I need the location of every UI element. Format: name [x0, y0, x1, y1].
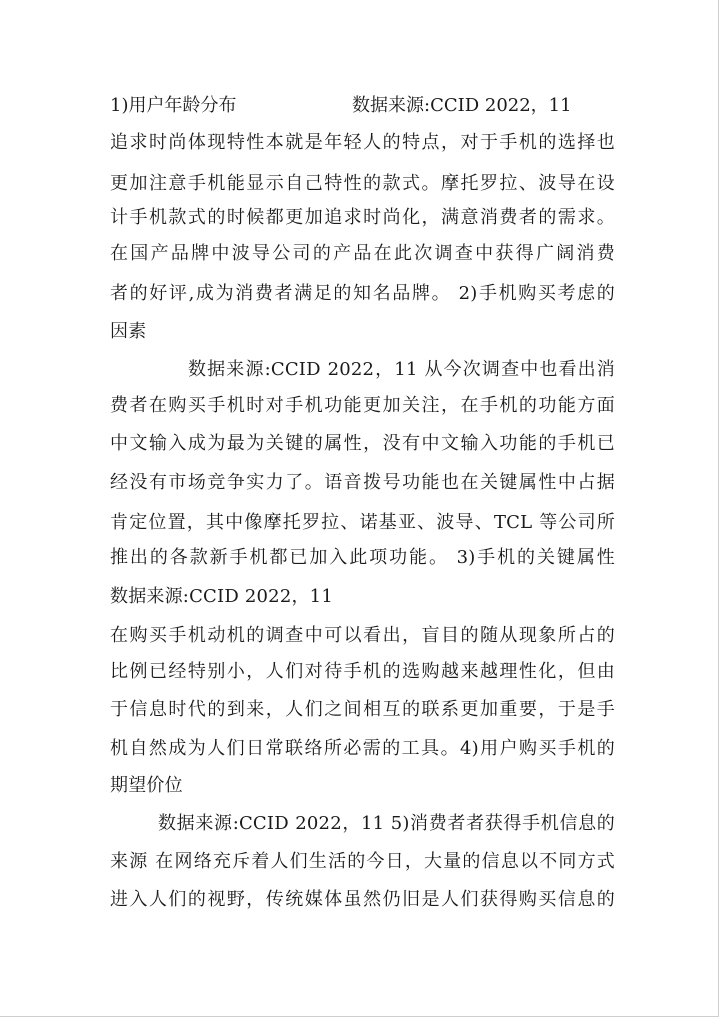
section-heading-row — [110, 94, 615, 118]
data-source-label: 数据来源:CCID 2022，11 — [352, 95, 572, 116]
text-line-indented: 数据来源:CCID 2022，11 从今次调查中也看出消 — [188, 359, 615, 380]
text-line: 肯定位置，其中像摩托罗拉、诺基亚、波导、TCL 等公司所 — [110, 512, 615, 533]
text-line: 比例已经特别小，人们对待手机的选购越来越理性化，但由 — [110, 661, 615, 682]
text-line: 因素 — [110, 321, 147, 342]
text-line: 在国产品牌中波导公司的产品在此次调查中获得广阔消费 — [110, 243, 615, 264]
text-line: 费者在购买手机时对手机功能更加关注，在手机的功能方面 — [110, 395, 615, 416]
text-line: 追求时尚体现特性本就是年轻人的特点，对于手机的选择也 — [110, 132, 615, 153]
text-line: 数据来源:CCID 2022，11 — [110, 586, 333, 607]
text-line: 机自然成为人们日常联络所必需的工具。4)用户购买手机的 — [110, 738, 615, 759]
text-line: 经没有市场竞争实力了。语音拨号功能也在关键属性中占据 — [110, 472, 615, 493]
text-line: 进入人们的视野，传统媒体虽然仍旧是人们获得购买信息的 — [110, 889, 615, 910]
text-line: 者的好评,成为消费者满足的知名品牌。 2)手机购买考虑的 — [110, 283, 615, 304]
text-line: 在购买手机动机的调查中可以看出，盲目的随从现象所占的 — [110, 625, 615, 646]
text-line: 中文输入成为最为关键的属性，没有中文输入功能的手机已 — [110, 433, 615, 454]
text-line: 期望价位 — [110, 775, 183, 796]
section-heading-age-distribution: 1)用户年龄分布 — [110, 95, 237, 116]
text-line: 推出的各款新手机都已加入此项功能。 3)手机的关键属性 — [110, 547, 615, 568]
text-line: 计手机款式的时候都更加追求时尚化，满意消费者的需求。 — [110, 207, 615, 228]
text-line: 于信息时代的到来，人们之间相互的联系更加重要，于是手 — [110, 699, 615, 720]
text-line-indented: 数据来源:CCID 2022，11 5)消费者者获得手机信息的 — [158, 813, 615, 834]
text-line: 来源 在网络充斥着人们生活的今日，大量的信息以不同方式 — [110, 851, 615, 872]
text-line: 更加注意手机能显示自己特性的款式。摩托罗拉、波导在设 — [110, 173, 615, 194]
